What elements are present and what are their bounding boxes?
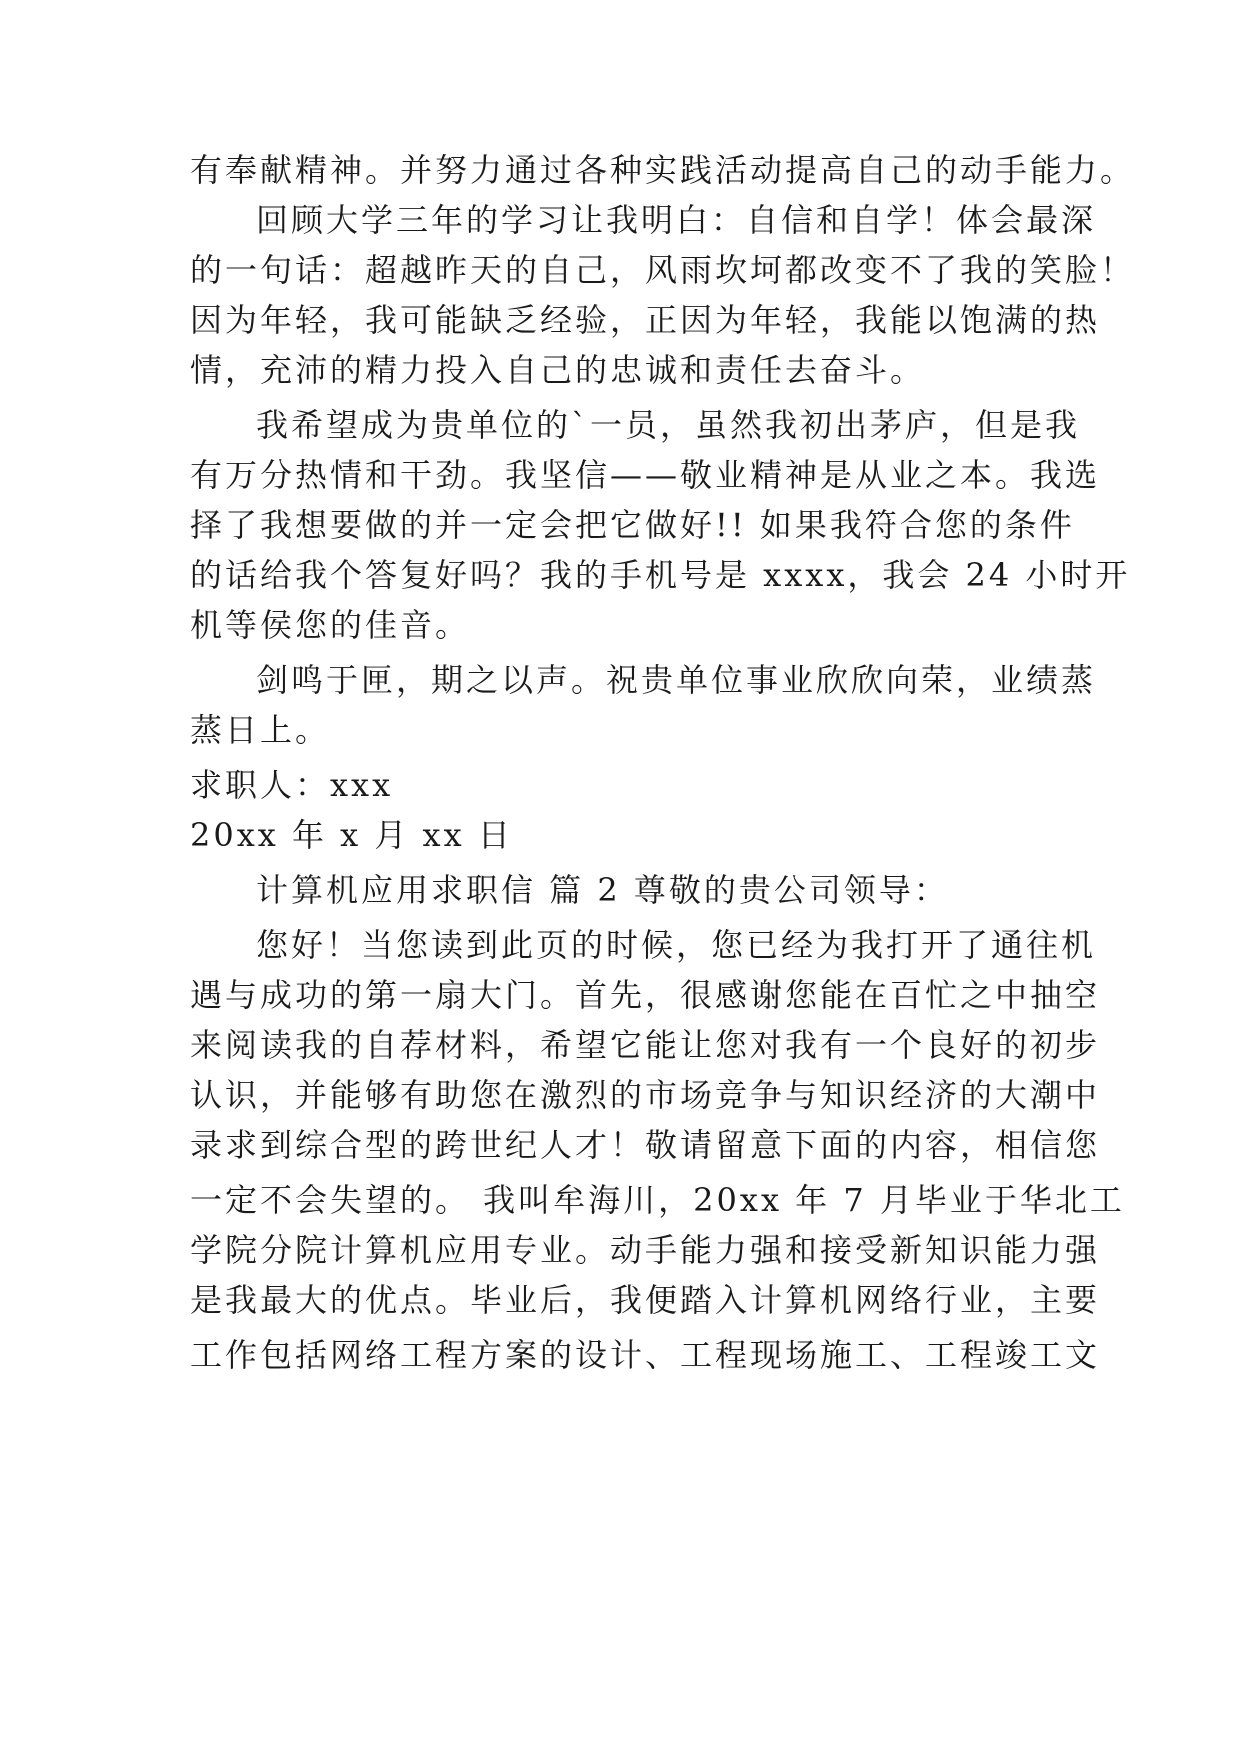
text-line: 蒸日上。	[190, 711, 331, 749]
text-line: 我希望成为贵单位的`一员，虽然我初出茅庐，但是我	[256, 406, 1081, 444]
section-heading: 计算机应用求职信 篇 2 尊敬的贵公司领导：	[256, 871, 949, 909]
text-line: 有奉献精神。并努力通过各种实践活动提高自己的动手能力。	[190, 151, 1136, 189]
text-line: 遇与成功的第一扇大门。首先，很感谢您能在百忙之中抽空	[190, 976, 1101, 1014]
text-line: 认识，并能够有助您在激烈的市场竞争与知识经济的大潮中	[190, 1076, 1101, 1114]
applicant-line: 求职人：xxx	[190, 766, 394, 804]
text-line: 录求到综合型的跨世纪人才！敬请留意下面的内容，相信您	[190, 1126, 1101, 1164]
text-line: 择了我想要做的并一定会把它做好!! 如果我符合您的条件	[190, 506, 1075, 544]
text-line: 来阅读我的自荐材料，希望它能让您对我有一个良好的初步	[190, 1026, 1101, 1064]
date-line: 20xx 年 x 月 xx 日	[190, 816, 513, 854]
text-line: 您好！当您读到此页的时候，您已经为我打开了通往机	[256, 926, 1097, 964]
text-line: 回顾大学三年的学习让我明白：自信和自学！体会最深	[256, 201, 1097, 239]
text-line: 的话给我个答复好吗？我的手机号是 xxxx，我会 24 小时开	[190, 556, 1131, 594]
text-line: 是我最大的优点。毕业后，我便踏入计算机网络行业，主要	[190, 1281, 1101, 1319]
text-line: 情，充沛的精力投入自己的忠诚和责任去奋斗。	[190, 351, 926, 389]
text-line: 学院分院计算机应用专业。动手能力强和接受新知识能力强	[190, 1231, 1101, 1269]
text-line: 工作包括网络工程方案的设计、工程现场施工、工程竣工文	[190, 1336, 1101, 1374]
text-line: 有万分热情和干劲。我坚信——敬业精神是从业之本。我选	[190, 456, 1101, 494]
text-line: 机等侯您的佳音。	[190, 606, 471, 644]
text-line: 的一句话：超越昨天的自己，风雨坎坷都改变不了我的笑脸！	[190, 251, 1136, 289]
text-line: 一定不会失望的。 我叫牟海川，20xx 年 7 月毕业于华北工	[190, 1181, 1125, 1219]
text-line: 因为年轻，我可能缺乏经验，正因为年轻，我能以饱满的热	[190, 301, 1101, 339]
text-line: 剑鸣于匣，期之以声。祝贵单位事业欣欣向荣，业绩蒸	[256, 661, 1097, 699]
